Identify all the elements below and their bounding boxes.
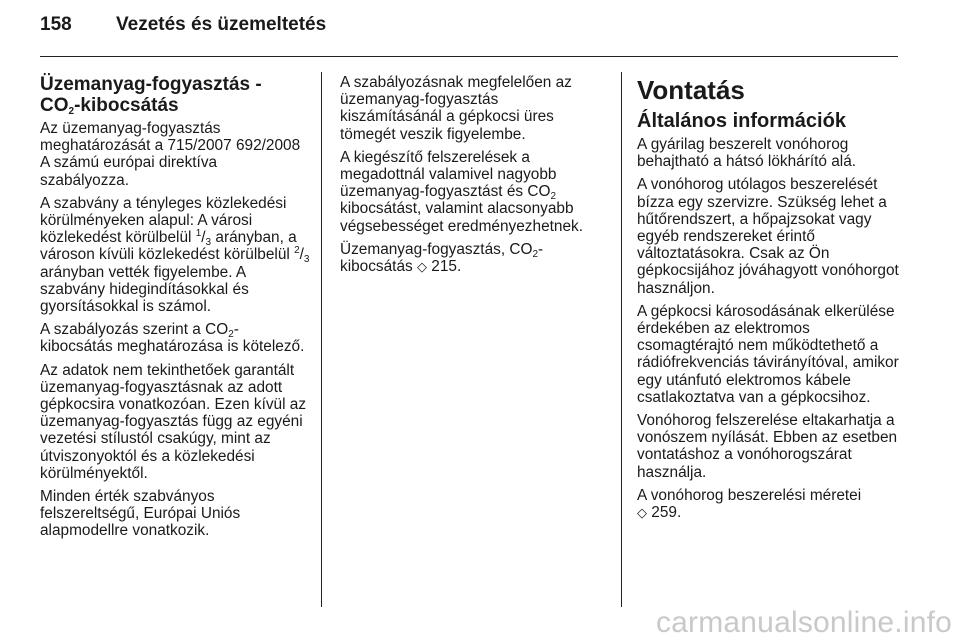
heading-co: CO [40,95,69,116]
page-reference-icon[interactable]: ◇ [417,259,427,275]
subsection-title-general-info: Általános információk [637,110,846,132]
paragraph [40,195,310,315]
text-run: A kiegészítő felszerelések a megadottnál valamivel nagyobb üzemanyag-fogyasztást és CO [340,148,557,201]
paragraph: Minden érték szabványos felszereltségű, Európai Uniós alapmodellre vonatkozik. [40,488,241,540]
page-reference-icon[interactable]: ◇ [637,505,647,521]
text-run: arányban, a városon kívüli közlekedést körülbelül [40,229,297,264]
fraction-numerator: 2 [294,245,300,257]
text-run: arányban vették figyelembe. A szabvány hidegindításokkal és gyorsításokkal is számol. [40,263,249,316]
paragraph: A vonóhorog utólagos beszerelését bízza egy szervizre. Szükség lehet a hűtőrendszert, a hőpajzsokat vagy egyéb rendszereket érintő változtatásokra. Csak az Ön gépkocsijához jóváhagyott vonóhorgot használjon. [637,176,899,297]
subscript: 2 [228,329,234,341]
fraction-two-thirds: $^2/_3$ [294,245,310,266]
paragraph: Vonóhorog felszerelése eltakarhatja a vonószem nyílását. Ebben az esetben vontatáshoz a vonóhorogszárat használja. [637,412,898,481]
column-1 [40,74,310,546]
column-divider-1 [321,72,322,607]
paragraph [340,149,602,235]
chapter-title: Vezetés és üzemeltetés [116,14,327,35]
subscript: 2 [550,191,556,203]
text-run: -kibocsátás meghatározása is kötelező. [40,321,305,356]
text-run: -kibocsátás [340,240,544,276]
text-run: A szabályozás szerint a CO [40,321,229,339]
paragraph: Az adatok nem tekinthetőek garantált üzemanyag-fogyasztásnak az adott gépkocsira vonatkozóan. Ezen kívül az üzemanyag-fogyasztás függ az egyéni vezetési stílustól csakúgy, mint az útviszonyoktól és a közlekedési körülményektől. [40,361,307,482]
text-run: A szabvány a tényleges közlekedési körülményeken alapul: A városi közlekedést körülbelül [40,194,287,247]
text-run: kibocsátást, valamint alacsonyabb végsebességet eredményezhetnek. [340,200,583,235]
fraction-denominator: 3 [303,254,310,266]
heading-line-2: -kibocsátás [74,95,179,116]
section-heading-fuel-consumption [40,74,310,116]
column-3 [637,74,907,527]
subscript: 2 [532,248,539,260]
fraction-denominator: 3 [205,237,212,249]
heading-subscript: 2 [68,106,75,117]
paragraph [40,321,310,355]
column-2 [340,74,602,281]
watermark: carmanualsonline.info [655,606,952,639]
section-title-towing: Vontatás [637,75,745,105]
column-divider-2 [621,72,622,607]
paragraph [637,487,907,521]
heading-line-1: Üzemanyag-fogyasztás - [40,74,262,95]
paragraph: A gyárilag beszerelt vonóhorog behajtható a hátsó lökhárító alá. [637,136,857,171]
header-rule [40,56,898,57]
page-reference-link[interactable]: 215. [427,258,462,276]
page-header [40,14,326,36]
fraction-numerator: 1 [195,228,202,240]
text-run: A vonóhorog beszerelési méretei [637,486,862,504]
paragraph: Az üzemanyag-fogyasztás meghatározását a 715/2007 692/2008 A számú európai direktíva szabályozza. [40,120,301,189]
paragraph [340,241,602,275]
page-number: 158 [40,14,72,35]
text-run: Üzemanyag-fogyasztás, CO [340,240,533,258]
paragraph: A szabályozásnak megfelelően az üzemanyag-fogyasztás kiszámításánál a gépkocsi üres tömegét veszik figyelembe. [340,74,572,143]
paragraph: A gépkocsi károsodásának elkerülése érdekében az elektromos csomagtérajtó nem működtethető a rádiófrekvenciás távirányítóval, amikor egy utánfutó elektromos kábele csatlakoztatva van a gépkocsihoz. [637,302,899,406]
fraction-one-third: $^1/_3$ [195,228,212,249]
page-reference-link[interactable]: 259. [647,504,682,522]
